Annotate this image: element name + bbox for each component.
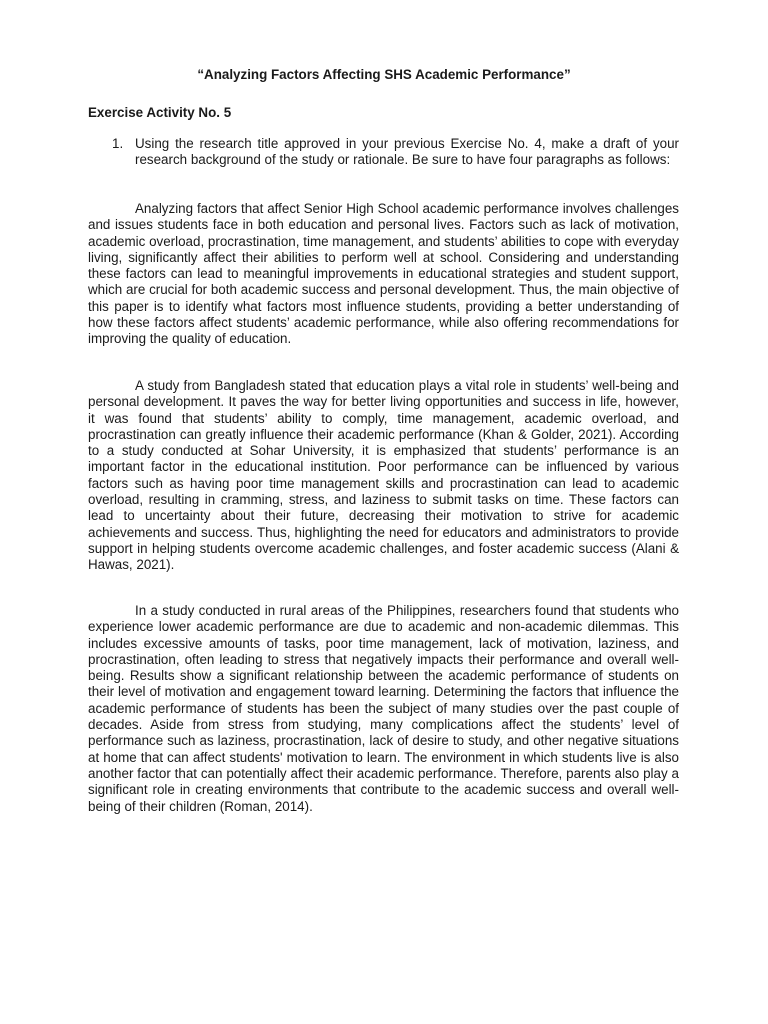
item-number: 1. [112, 136, 124, 151]
item-text: Using the research title approved in your previous Exercise No. 4, make a draft of your research background of the study or rationale. Be sure to have four paragraphs as follows: [135, 136, 679, 168]
numbered-instruction [88, 136, 679, 169]
document-title: “Analyzing Factors Affecting SHS Academic Performance” [197, 67, 571, 82]
paragraph-3: In a study conducted in rural areas of the Philippines, researchers found that students who experience lower academic performance are due to academic and non-academic dilemmas. This includes excessive amounts of tasks, poor time management, lack of motivation, laziness, and procrastination, often leading to stress that negatively impacts their performance and overall well-being. Results show a significant relationship between the academic performance of students on their level of motivation and engagement toward learning. Determining the factors that influence the academic performance of students has been the subject of many studies over the past couple of decades. Aside from stress from studying, many complications affect the students’ level of performance such as laziness, procrastination, lack of desire to study, and other negative situations at home that can affect students' motivation to learn. The environment in which students live is also another factor that can potentially affect their academic performance. Therefore, parents also play a significant role in creating environments that contribute to the academic success and overall well-being of their children (Roman, 2014). [88, 603, 679, 814]
paragraph-2: A study from Bangladesh stated that education plays a vital role in students’ well-being and personal development. It paves the way for better living opportunities and success in life, however, it was found that students’ ability to comply, time management, academic overload, and procrastination can greatly influence their academic performance (Khan & Golder, 2021). According to a study conducted at Sohar University, it is emphasized that students’ performance is an important factor in the educational institution. Poor performance can be influenced by various factors such as having poor time management skills and procrastination can lead to academic overload, resulting in cramming, stress, and laziness to submit tasks on time. These factors can lead to uncertainty about their future, decreasing their motivation to strive for academic achievements and success. Thus, highlighting the need for educators and administrators to provide support in helping students overcome academic challenges, and foster academic success (Alani & Hawas, 2021). [88, 378, 679, 573]
paragraph-1: Analyzing factors that affect Senior High School academic performance involves challenges and issues students face in both education and personal lives. Factors such as lack of motivation, academic overload, procrastination, time management, and students’ abilities to cope with everyday living, significantly affect their abilities to perform well at school. Considering and understanding these factors can lead to meaningful improvements in educational strategies and student support, which are crucial for both academic success and personal development. Thus, the main objective of this paper is to identify what factors most influence students, providing a better understanding of how these factors affect students’ academic performance, while also offering recommendations for improving the quality of education. [88, 201, 679, 347]
activity-heading: Exercise Activity No. 5 [88, 105, 232, 120]
